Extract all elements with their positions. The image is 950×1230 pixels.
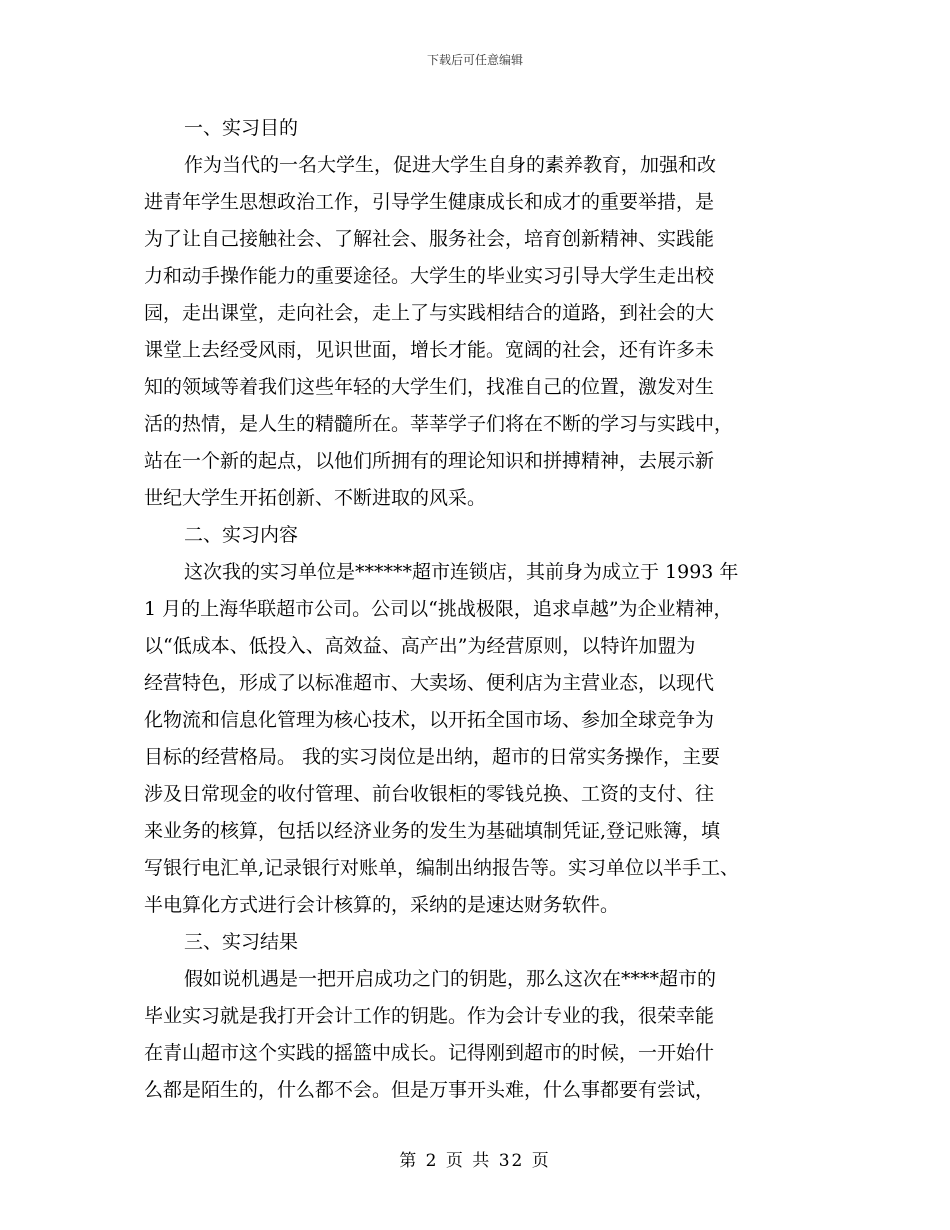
paragraph-line: 么都是陌生的，什么都不会。但是万事开头难，什么事都要有尝试， [144, 1079, 715, 1101]
document-body [144, 110, 814, 1109]
paragraph-line: 毕业实习就是我打开会计工作的钥匙。作为会计专业的我，很荣幸能 [144, 1005, 715, 1027]
paragraph-line: 化物流和信息化管理为核心技术，以开拓全国市场、参加全球竞争为 [144, 709, 715, 731]
paragraph-line: 以“低成本、低投入、高效益、高产出”为经营原则，以特许加盟为 [144, 635, 696, 657]
paragraph-line: 为了让自己接触社会、了解社会、服务社会，培育创新精神、实践能 [144, 228, 715, 250]
paragraph-line: 经营特色，形成了以标准超市、大卖场、便利店为主营业态，以现代 [144, 672, 715, 694]
paragraph-line: 涉及日常现金的收付管理、前台收银柜的零钱兑换、工资的支付、往 [144, 783, 715, 805]
paragraph-line: 这次我的实习单位是******超市连锁店，其前身为成立于 1993 年 [184, 561, 739, 583]
paragraph-line: 站在一个新的起点，以他们所拥有的理论知识和拼搏精神，去展示新 [144, 450, 715, 472]
paragraph-line: 半电算化方式进行会计核算的，采纳的是速达财务软件。 [144, 894, 620, 916]
paragraph-line: 世纪大学生开拓创新、不断进取的风采。 [144, 487, 487, 509]
paragraph-line: 写银行电汇单,记录银行对账单，编制出纳报告等。实习单位以半手工、 [144, 857, 740, 879]
paragraph-line: 作为当代的一名大学生，促进大学生自身的素养教育，加强和改 [184, 154, 717, 176]
page-number-footer: 第 2 页 共 32 页 [399, 1151, 551, 1171]
paragraph-line: 假如说机遇是一把开启成功之门的钥匙，那么这次在****超市的 [184, 968, 717, 990]
paragraph-line: 来业务的核算，包括以经济业务的发生为基础填制凭证,登记账簿，填 [144, 820, 721, 842]
paragraph-line: 1 月的上海华联超市公司。公司以“挑战极限，追求卓越”为企业精神， [144, 598, 733, 620]
section-heading-purpose: 一、实习目的 [184, 117, 299, 139]
paragraph-line: 目标的经营格局。 我的实习岗位是出纳，超市的日常实务操作，主要 [144, 746, 721, 768]
section-heading-content: 二、实习内容 [184, 524, 299, 546]
page-header: 下载后可任意编辑 [426, 53, 523, 67]
paragraph-line: 课堂上去经受风雨，见识世面，增长才能。宽阔的社会，还有许多未 [144, 339, 715, 361]
paragraph-line: 知的领域等着我们这些年轻的大学生们，找准自己的位置，激发对生 [144, 376, 715, 398]
paragraph-line: 园，走出课堂，走向社会，走上了与实践相结合的道路，到社会的大 [144, 302, 715, 324]
paragraph-line: 力和动手操作能力的重要途径。大学生的毕业实习引导大学生走出校 [144, 265, 715, 287]
section-heading-results: 三、实习结果 [184, 931, 299, 953]
paragraph-line: 在青山超市这个实践的摇篮中成长。记得刚到超市的时候，一开始什 [144, 1042, 715, 1064]
paragraph-line: 活的热情，是人生的精髓所在。莘莘学子们将在不断的学习与实践中， [144, 413, 734, 435]
paragraph-line: 进青年学生思想政治工作，引导学生健康成长和成才的重要举措，是 [144, 191, 715, 213]
